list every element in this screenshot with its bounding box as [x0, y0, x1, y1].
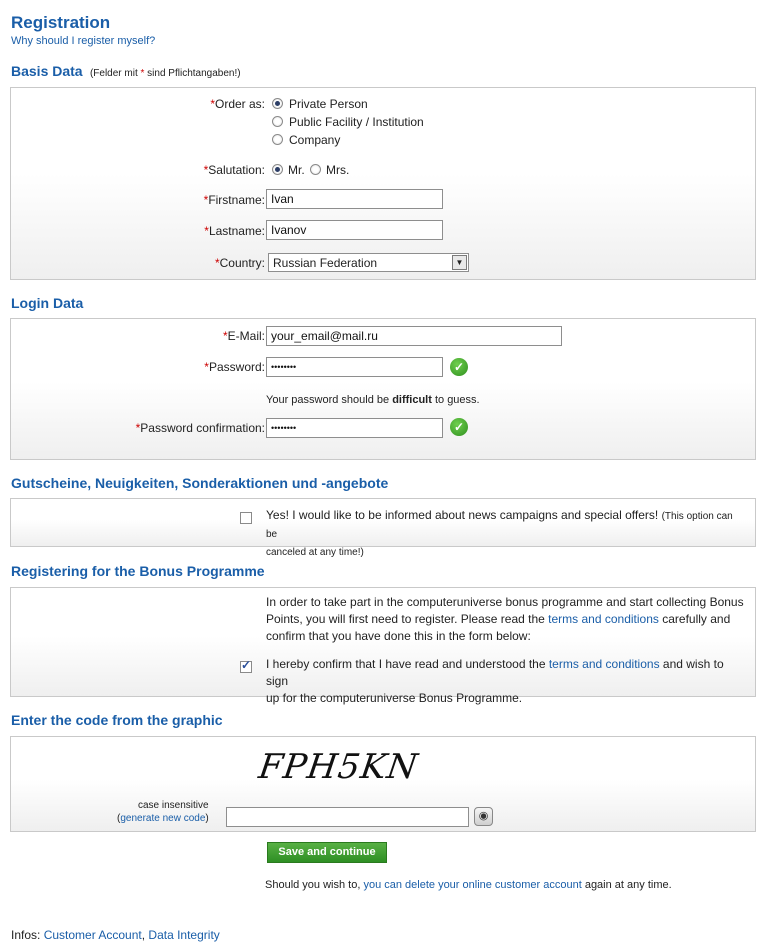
- password-confirm-input[interactable]: ••••••••: [266, 418, 443, 438]
- basis-heading: [11, 63, 241, 79]
- check-circle-icon: ✓: [450, 358, 468, 376]
- delete-account-link[interactable]: you can delete your online customer account: [363, 879, 582, 891]
- bonus-confirm-text: I hereby confirm that I have read and understood the terms and conditions and wish to sign up for the computeruniverse Bonus Programme.: [266, 657, 724, 705]
- login-title: Login Data: [11, 295, 84, 311]
- terms-link[interactable]: terms and conditions: [548, 612, 659, 626]
- password-label: *Password:: [204, 360, 265, 374]
- country-value: Russian Federation: [273, 256, 378, 270]
- newsletter-text: Yes! I would like to be informed about news campaigns and special offers! (This option can be canceled at any time!): [266, 508, 733, 558]
- firstname-label: *Firstname:: [203, 193, 265, 207]
- order-label: *Order as:: [210, 97, 265, 111]
- lastname-input[interactable]: Ivanov: [266, 220, 443, 240]
- bonus-intro: In order to take part in the computeruniverse bonus programme and start collecting Bonus Points, you will first need to register. Please read the terms and conditions carefully and confirm that you have done this in the form below:: [266, 595, 744, 643]
- page-title: Registration: [11, 13, 111, 32]
- order-company-radio[interactable]: [272, 134, 283, 145]
- order-public-radio[interactable]: [272, 116, 283, 127]
- captcha-input[interactable]: [226, 807, 469, 827]
- generate-code-row: (generate new code): [117, 813, 209, 824]
- terms-link[interactable]: terms and conditions: [548, 657, 660, 671]
- lastname-label: *Lastname:: [204, 224, 265, 238]
- newsletter-checkbox[interactable]: [240, 512, 252, 524]
- order-option-label: Company: [289, 133, 341, 147]
- why-register-link[interactable]: Why should I register myself?: [11, 35, 156, 47]
- bonus-title: Registering for the Bonus Programme: [11, 563, 265, 579]
- basis-note-suffix: sind Pflichtangaben!): [144, 68, 241, 79]
- captcha-image: FPH5KN: [256, 747, 421, 787]
- salutation-label: *Salutation:: [203, 163, 265, 177]
- order-private-radio[interactable]: [272, 98, 283, 109]
- salutation-option-label: Mrs.: [326, 163, 350, 177]
- salutation-mrs-radio[interactable]: [310, 164, 321, 175]
- footer-infos: Infos: Customer Account, Data Integrity: [11, 928, 220, 942]
- required-star: *: [140, 68, 145, 79]
- order-option-label: Private Person: [289, 97, 368, 111]
- country-select[interactable]: [268, 253, 469, 272]
- firstname-input[interactable]: Ivan: [266, 189, 443, 209]
- newsletter-title: Gutscheine, Neuigkeiten, Sonderaktionen und -angebote: [11, 475, 389, 491]
- email-input[interactable]: your_email@mail.ru: [266, 326, 562, 346]
- chevron-down-icon[interactable]: ▼: [452, 255, 467, 270]
- captcha-title: Enter the code from the graphic: [11, 712, 223, 728]
- delete-account-text: Should you wish to, you can delete your online customer account again at any time.: [265, 879, 672, 891]
- basis-note-prefix: (Felder mit: [89, 68, 141, 79]
- refresh-captcha-icon[interactable]: ◉: [474, 807, 493, 826]
- newsletter-panel: [10, 498, 756, 558]
- customer-account-link[interactable]: Customer Account: [43, 928, 142, 942]
- basis-title: Basis Data: [11, 63, 83, 79]
- email-label: *E-Mail:: [222, 329, 265, 343]
- captcha-panel: [10, 736, 756, 832]
- password-hint: Your password should be difficult to guess.: [266, 394, 480, 406]
- bonus-confirm-checkbox[interactable]: [240, 661, 252, 673]
- country-label: *Country:: [214, 256, 265, 270]
- bonus-panel: [10, 587, 756, 705]
- salutation-mr-radio[interactable]: [272, 164, 283, 175]
- save-continue-button[interactable]: Save and continue: [267, 842, 387, 863]
- generate-code-link[interactable]: generate new code: [120, 813, 206, 824]
- data-integrity-link[interactable]: Data Integrity: [148, 928, 220, 942]
- order-option-label: Public Facility / Institution: [289, 115, 424, 129]
- password-confirm-label: *Password confirmation:: [135, 421, 265, 435]
- case-insensitive-label: case insensitive: [138, 800, 209, 811]
- password-input[interactable]: ••••••••: [266, 357, 443, 377]
- salutation-option-label: Mr.: [288, 163, 305, 177]
- check-circle-icon: ✓: [450, 418, 468, 436]
- login-panel: [10, 318, 756, 460]
- basis-panel: [10, 87, 756, 280]
